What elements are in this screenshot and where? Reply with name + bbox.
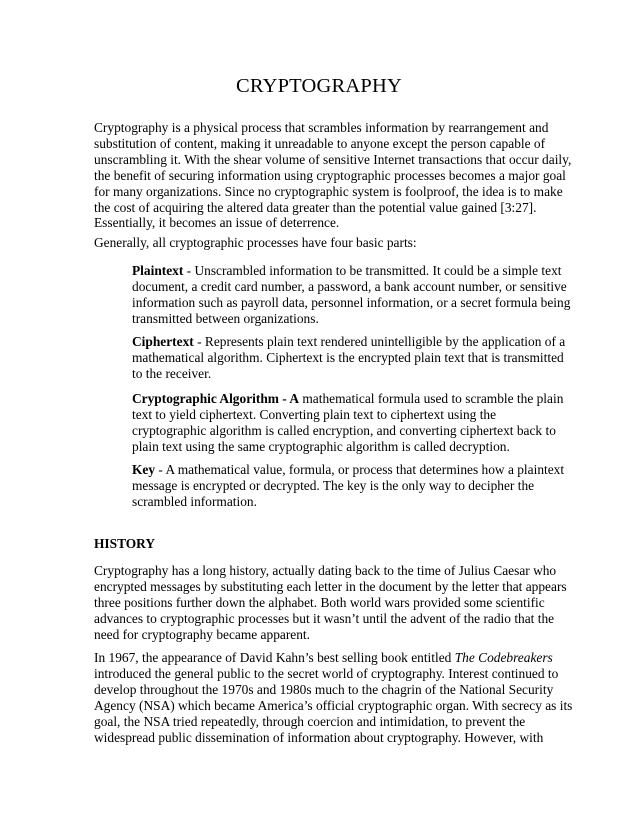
definition-line: plain text using the same cryptographic algorithm is called decryption. [132,438,510,454]
history-line: goal, the NSA tried repeatedly, through coercion and intimidation, to prevent the [94,713,526,729]
definition-cryptographic-algorithm [132,391,564,455]
history-line: three positions further down the alphabet. Both world wars provided some scientific [94,594,545,610]
history-heading: HISTORY [94,536,156,551]
intro-line: for many organizations. Since no cryptographic system is foolproof, the idea is to make [94,183,563,199]
definition-ciphertext [132,334,566,382]
intro-line: the benefit of securing information using cryptographic processes becomes a major goal [94,167,566,183]
definition-term: Ciphertext [132,334,194,349]
history-paragraph-2 [94,650,573,745]
parts-intro-paragraph [94,235,550,251]
definition-line: document, a credit card number, a password, a bank account number, or sensitive [132,278,567,294]
definition-key [132,462,565,510]
history-line: Agency (NSA) which became America’s official cryptographic organ. With secrecy as its [94,697,573,713]
intro-line: substitution of content, making it unreadable to anyone except the person capable of [94,135,546,151]
definition-term: Plaintext [132,263,184,278]
definition-text: - A mathematical value, formula, or process that determines how a plaintext [155,462,565,477]
definition-line: message is encrypted or decrypted. The key is the only way to decipher the [132,477,535,493]
intro-paragraph [94,120,572,231]
history-line: need for cryptography became apparent. [94,626,311,642]
history-line: develop throughout the 1970s and 1980s much to the chagrin of the National Security [94,681,554,697]
intro-line: unscrambling it. With the shear volume of sensitive Internet transactions that occur daily, [94,151,572,167]
intro-line: the cost of acquiring the altered data greater than the potential value gained [3:27]. [94,199,537,215]
intro-line: Cryptography is a physical process that scrambles information by rearrangement and [94,120,549,135]
definition-term: Key [132,462,156,477]
history-line: introduced the general public to the secret world of cryptography. Interest continued to [94,665,559,681]
definition-line: cryptographic algorithm is called encryption, and converting ciphertext back to [132,422,556,438]
history-line: encrypted messages by substituting each letter in the document by the letter that appears [94,578,567,594]
definition-line: transmitted between organizations. [132,310,319,326]
definition-line: scrambled information. [132,493,257,509]
definition-text: - Represents plain text rendered unintelligible by the application of a [193,334,566,349]
definition-line: text to yield ciphertext. Converting plain text to ciphertext using the [132,406,497,422]
book-title: The Codebreakers [454,650,553,665]
history-line-start: In 1967, the appearance of David Kahn’s best selling book entitled [94,650,455,665]
intro-line: Essentially, it becomes an issue of deterrence. [94,215,340,231]
definition-text: mathematical formula used to scramble the plain [299,391,564,406]
definition-line: information such as payroll data, personnel information, or a secret formula being [132,294,571,310]
page-title: CRYPTOGRAPHY [235,75,403,97]
history-line: Cryptography has a long history, actually dating back to the time of Julius Caesar who [94,563,557,578]
definition-line: mathematical algorithm. Ciphertext is the encrypted plain text that is transmitted [132,349,564,365]
history-line: widespread public dissemination of information about cryptography. However, with [94,729,544,745]
parts-intro-text: Generally, all cryptographic processes have four basic parts: [94,235,417,250]
definition-term: Cryptographic Algorithm - A [132,391,300,406]
definition-plaintext [132,263,571,327]
history-paragraph-1 [94,563,567,643]
history-line: advances to cryptographic processes but it wasn’t until the advent of the radio that the [94,610,555,626]
definition-text: - Unscrambled information to be transmitted. It could be a simple text [183,263,562,278]
definition-line: to the receiver. [132,365,212,381]
